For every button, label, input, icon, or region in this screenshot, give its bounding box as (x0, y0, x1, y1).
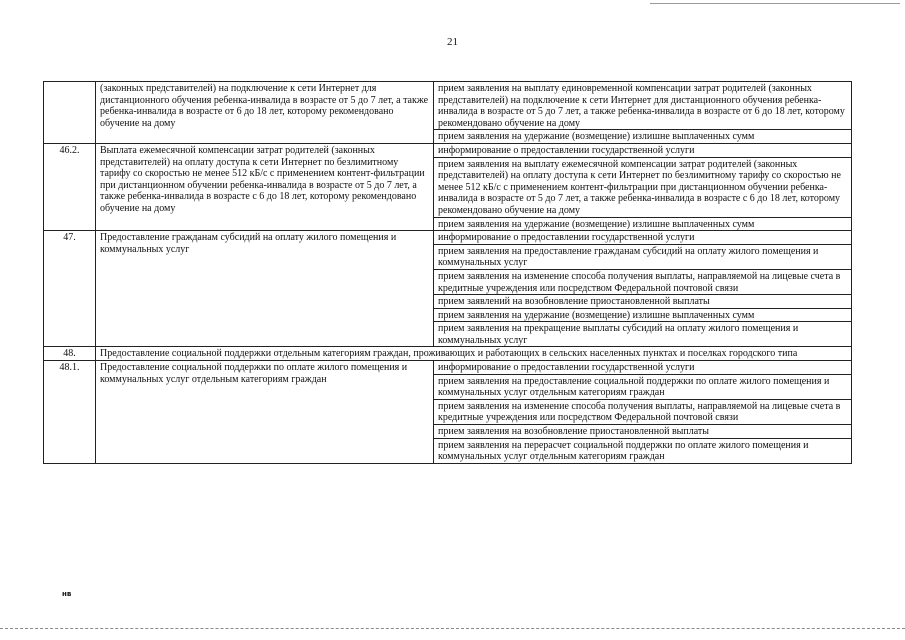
service-name: (законных представителей) на подключение к сети Интернет для дистанционного обучения ребенка-инвалида в возрасте от 5 до 7 лет, а также ребенка-инвалида в возрасте от 6 до 18 лет, которому рекомендовано обучение на дому (96, 82, 434, 144)
page-number: 21 (447, 36, 458, 48)
operation-cell: прием заявления на предоставление гражданам субсидий на оплату жилого помещения и коммунальных услуг (434, 244, 852, 269)
operation-cell: прием заявлений на возобновление приостановленной выплаты (434, 295, 852, 309)
operation-cell: прием заявления на выплату единовременной компенсации затрат родителей (законных представителей) на подключение к сети Интернет для дистанционного обучения ребенка-инвалида в возрасте от 5 до 7 лет, а также ребенка-инвалида в возрасте от 6 до 18 лет, которому рекомендовано обучение на дому (434, 82, 852, 130)
service-name: Предоставление гражданам субсидий на оплату жилого помещения и коммунальных услуг (96, 231, 434, 347)
service-name: Предоставление социальной поддержки по оплате жилого помещения и коммунальных услуг отдельным категориям граждан (96, 361, 434, 464)
service-name: Выплата ежемесячной компенсации затрат родителей (законных представителей) на оплату доступа к сети Интернет по безлимитному тарифу со скоростью не менее 512 кБ/с с применением контент-фильтрации при дистанционном обучении ребенка-инвалида в возрасте от 5 до 7 лет, а также ребенка-инвалида в возрасте с 6 до 18 лет, которому рекомендовано обучение на дому (96, 143, 434, 230)
operation-cell: прием заявления на удержание (возмещение) излишне выплаченных сумм (434, 308, 852, 322)
operation-cell: прием заявления на прекращение выплаты субсидий на оплату жилого помещения и коммунальных услуг (434, 322, 852, 347)
table-row (44, 231, 852, 245)
operation-cell: прием заявления на изменение способа получения выплаты, направляемой на лицевые счета в кредитные учреждения или посредством Федеральной почтовой связи (434, 269, 852, 294)
footer-mark: нв (62, 590, 72, 598)
row-number: 48. (44, 347, 96, 361)
table-row (44, 82, 852, 130)
table-row (44, 361, 852, 375)
operation-cell: прием заявления на удержание (возмещение) излишне выплаченных сумм (434, 217, 852, 231)
services-table (43, 81, 852, 464)
row-number (44, 82, 96, 144)
scan-edge-bottom (0, 628, 905, 630)
operation-cell: прием заявления на предоставление социальной поддержки по оплате жилого помещения и коммунальных услуг отдельным категориям граждан (434, 374, 852, 399)
operation-cell: прием заявления на удержание (возмещение) излишне выплаченных сумм (434, 130, 852, 144)
row-number: 48.1. (44, 361, 96, 464)
row-number: 46.2. (44, 143, 96, 230)
operation-cell: прием заявления на возобновление приостановленной выплаты (434, 425, 852, 439)
table-row (44, 143, 852, 157)
table-row (44, 347, 852, 361)
scan-edge-top (650, 3, 900, 4)
row-number: 47. (44, 231, 96, 347)
operation-cell: прием заявления на изменение способа получения выплаты, направляемой на лицевые счета в кредитные учреждения или посредством Федеральной почтовой связи (434, 399, 852, 424)
operation-cell: прием заявления на выплату ежемесячной компенсации затрат родителей (законных представителей) на оплату доступа к сети Интернет по безлимитному тарифу со скоростью не менее 512 кБ/с с применением контент-фильтрации при дистанционном обучении ребенка-инвалида в возрасте от 5 до 7 лет, а также ребенка-инвалида в возрасте с 6 до 18 лет, которому рекомендовано обучение на дому (434, 157, 852, 217)
operation-cell: информирование о предоставлении государственной услуги (434, 231, 852, 245)
section-title: Предоставление социальной поддержки отдельным категориям граждан, проживающих и работающих в сельских населенных пунктах и поселках городского типа (96, 347, 852, 361)
operation-cell: прием заявления на перерасчет социальной поддержки по оплате жилого помещения и коммунальных услуг отдельным категориям граждан (434, 438, 852, 463)
operation-cell: информирование о предоставлении государственной услуги (434, 361, 852, 375)
operation-cell: информирование о предоставлении государственной услуги (434, 143, 852, 157)
